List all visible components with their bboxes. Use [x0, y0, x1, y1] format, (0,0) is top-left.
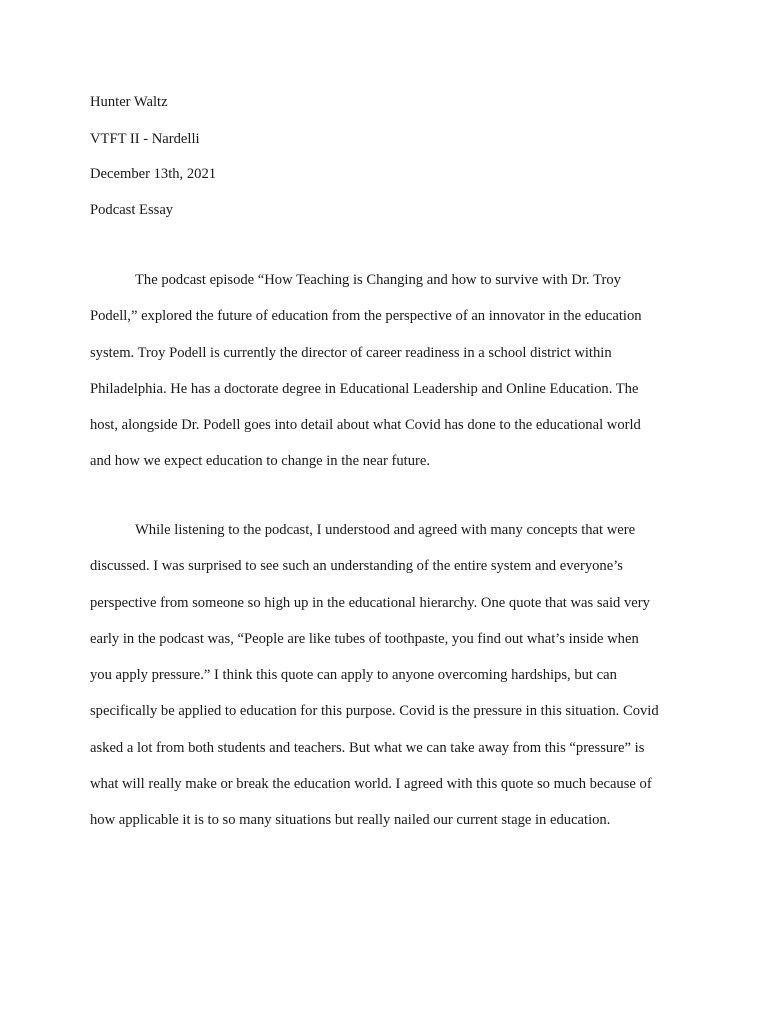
paragraph-line: Philadelphia. He has a doctorate degree in Educational Leadership and Online Education. The [90, 380, 639, 397]
paragraph-line: discussed. I was surprised to see such an understanding of the entire system and everyone’s [90, 558, 623, 575]
paragraph-line: you apply pressure.” I think this quote can apply to anyone overcoming hardships, but can [90, 667, 617, 684]
paragraph-line: specifically be applied to education for this purpose. Covid is the pressure in this situation. Covid [90, 703, 659, 720]
paragraph-line: what will really make or break the education world. I agreed with this quote so much because of [90, 776, 652, 793]
paragraph-line: Podell,” explored the future of education from the perspective of an innovator in the education [90, 308, 642, 325]
paragraph-line: and how we expect education to change in the near future. [90, 453, 430, 470]
paragraph-line: While listening to the podcast, I understood and agreed with many concepts that were [135, 522, 636, 538]
paragraph-line: system. Troy Podell is currently the director of career readiness in a school district within [90, 344, 612, 361]
paragraph-line: how applicable it is to so many situations but really nailed our current stage in education. [90, 812, 611, 829]
paragraph-line: The podcast episode “How Teaching is Changing and how to survive with Dr. Troy [135, 272, 621, 288]
paragraph-line: perspective from someone so high up in the educational hierarchy. One quote that was said very [90, 594, 650, 611]
essay-title: Podcast Essay [90, 202, 174, 218]
paragraph-line: asked a lot from both students and teachers. But what we can take away from this “pressure” is [90, 739, 645, 756]
paragraph-1 [90, 271, 690, 489]
paragraph-line: host, alongside Dr. Podell goes into detail about what Covid has done to the educational world [90, 417, 641, 434]
paragraph-2 [90, 521, 690, 848]
course-name: VTFT II - Nardelli [90, 131, 200, 147]
essay-date: December 13th, 2021 [90, 166, 217, 182]
paragraph-line: early in the podcast was, “People are like tubes of toothpaste, you find out what’s inside when [90, 630, 639, 647]
author-name: Hunter Waltz [90, 94, 168, 110]
